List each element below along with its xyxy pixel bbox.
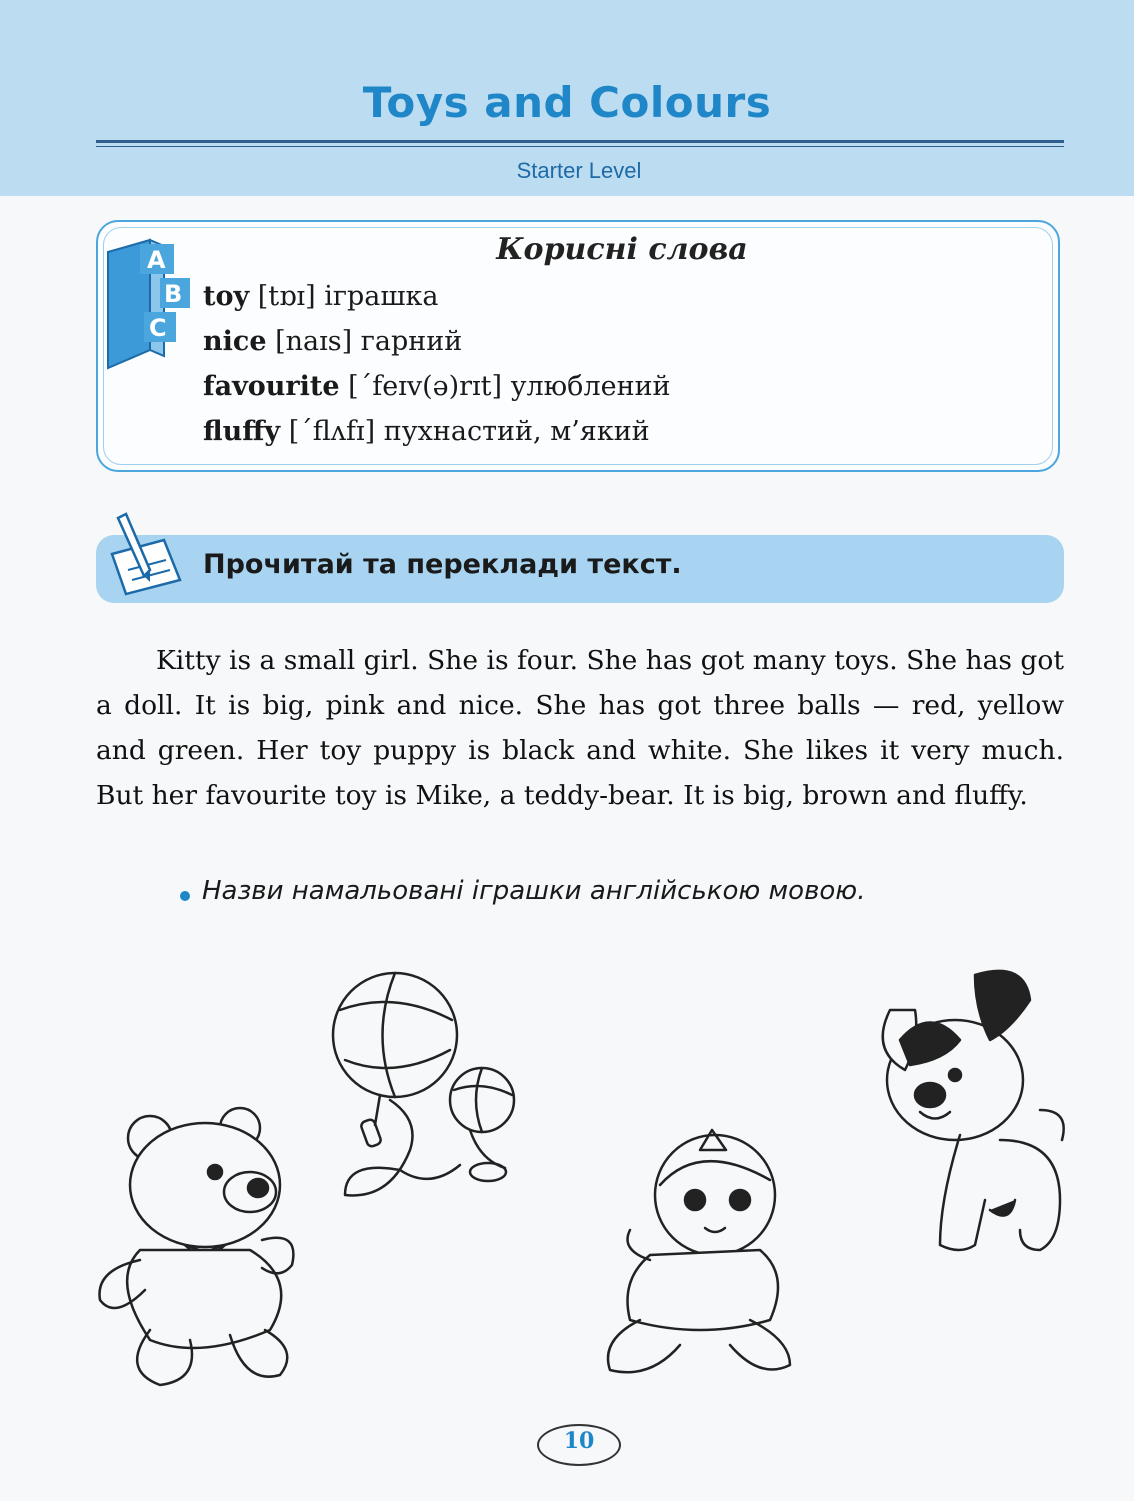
abc-book-icon xyxy=(104,238,190,372)
transcription: [ˊfeɪv(ə)rɪt] xyxy=(348,371,503,402)
useful-words-heading: Корисні слова xyxy=(496,232,748,267)
task-instruction: Прочитай та переклади текст. xyxy=(203,549,682,580)
word: nice xyxy=(203,326,267,357)
translation: улюблений xyxy=(510,371,671,402)
word-entry-nice xyxy=(203,326,462,357)
toys-illustration xyxy=(0,940,1134,1400)
page-number: 10 xyxy=(563,1428,595,1454)
naming-instruction: Назви намальовані іграшки англійською мовою. xyxy=(202,876,866,906)
story-paragraph: Kitty is a small girl. She is four. She has got many toys. She has got a doll. It is big, pink and nice. She has got three balls — red, yellow and green. Her toy puppy is black and white. She likes it very much. But her favourite toy is Mike, a teddy-bear. It is big, brown and fluffy. xyxy=(96,645,1064,811)
word: toy xyxy=(203,281,250,312)
translation: гарний xyxy=(360,326,463,357)
transcription: [tɒɪ] xyxy=(257,281,316,312)
word: fluffy xyxy=(203,416,281,447)
word: favourite xyxy=(203,371,340,402)
svg-text:A: A xyxy=(147,246,166,274)
page-title: Toys and Colours xyxy=(362,78,772,127)
bullet-icon xyxy=(180,891,190,901)
doll-drawing xyxy=(608,1130,790,1372)
word-entry-favourite xyxy=(203,371,671,402)
title-rule-thin xyxy=(96,146,1064,147)
svg-text:C: C xyxy=(149,314,167,342)
pencil-writing-icon xyxy=(104,510,186,596)
word-entry-toy xyxy=(203,281,438,312)
story-text xyxy=(96,638,1064,818)
transcription: [naɪs] xyxy=(275,326,353,357)
balls-drawing xyxy=(333,973,514,1195)
svg-text:B: B xyxy=(164,280,183,308)
teddy-bear-drawing xyxy=(100,1108,294,1385)
word-entry-fluffy xyxy=(203,416,650,447)
translation: пухнастий, м’який xyxy=(383,416,650,447)
translation: іграшка xyxy=(324,281,439,312)
transcription: [ˊflʌfɪ] xyxy=(288,416,376,447)
level-label: Starter Level xyxy=(516,158,642,183)
title-rule xyxy=(96,140,1064,143)
puppy-drawing xyxy=(883,971,1064,1250)
